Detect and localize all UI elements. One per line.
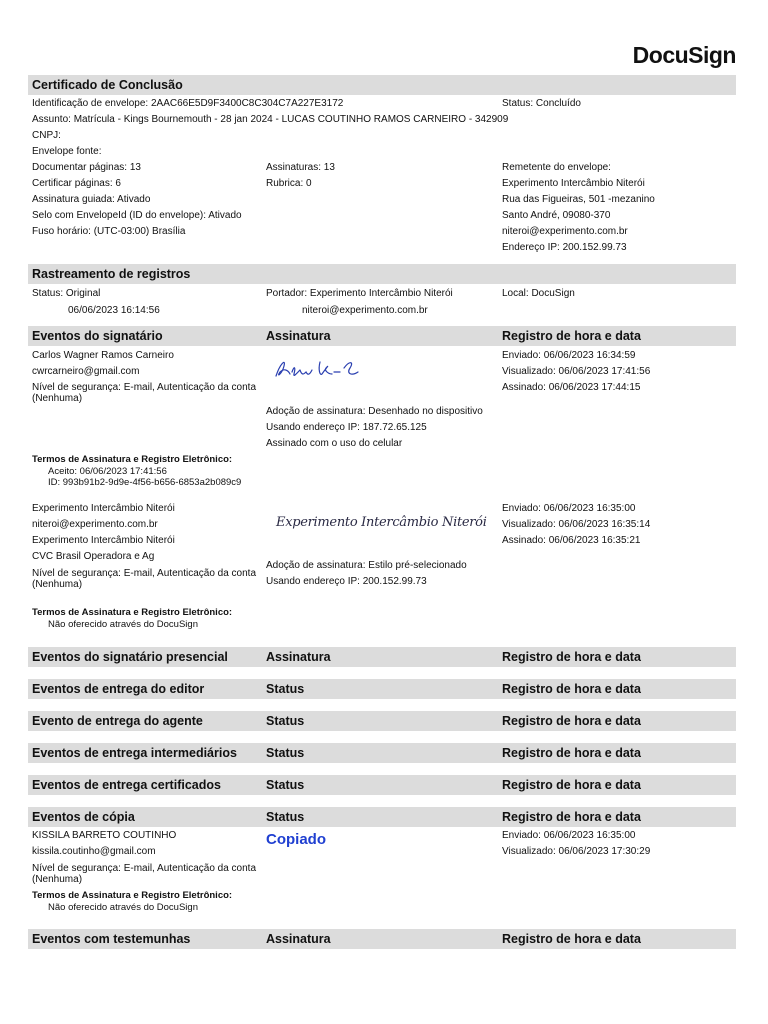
section-col2-title: Assinatura bbox=[266, 932, 331, 946]
section-col2-title: Status bbox=[266, 810, 305, 824]
signer2-email: niteroi@experimento.com.br bbox=[32, 519, 158, 530]
agent-delivery-events-header bbox=[28, 711, 736, 731]
certificate-header bbox=[28, 75, 736, 95]
signer1-security: Nível de segurança: E-mail, Autenticação da conta (Nenhuma) bbox=[32, 382, 257, 404]
tracking-holder: Portador: Experimento Intercâmbio Niterói bbox=[266, 288, 453, 299]
copy-terms-note: Não oferecido através do DocuSign bbox=[48, 902, 198, 913]
signer1-signature-image bbox=[270, 354, 366, 384]
copy-recipient-security: Nível de segurança: E-mail, Autenticação da conta (Nenhuma) bbox=[32, 863, 257, 885]
carbon-copy-events-header bbox=[28, 807, 736, 827]
section-col3-title: Registro de hora e data bbox=[502, 778, 641, 792]
editor-delivery-events-header bbox=[28, 679, 736, 699]
section-title: Eventos de entrega do editor bbox=[32, 682, 205, 696]
certified-delivery-events-header bbox=[28, 775, 736, 795]
copy-recipient-email: kissila.coutinho@gmail.com bbox=[32, 846, 156, 857]
signer2-sent: Enviado: 06/06/2023 16:35:00 bbox=[502, 503, 636, 514]
initials-count: Rubrica: 0 bbox=[266, 178, 312, 189]
signer2-adoption: Adoção de assinatura: Estilo pré-selecionado bbox=[266, 560, 467, 571]
section-title: Eventos de cópia bbox=[32, 810, 135, 824]
tracking-title: Rastreamento de registros bbox=[32, 267, 191, 281]
section-title: Eventos do signatário presencial bbox=[32, 650, 228, 664]
section-col2-title: Status bbox=[266, 714, 305, 728]
section-col3-title: Registro de hora e data bbox=[502, 650, 641, 664]
certificate-title: Certificado de Conclusão bbox=[32, 78, 183, 92]
section-col3-title: Registro de hora e data bbox=[502, 714, 641, 728]
sender-city: Santo André, 09080-370 bbox=[502, 210, 611, 221]
copy-viewed: Visualizado: 06/06/2023 17:30:29 bbox=[502, 846, 651, 857]
section-col2-title: Status bbox=[266, 746, 305, 760]
signer2-name: Experimento Intercâmbio Niterói bbox=[32, 503, 175, 514]
tracking-location: Local: DocuSign bbox=[502, 288, 575, 299]
signer2-terms-title: Termos de Assinatura e Registro Eletrônico: bbox=[32, 607, 233, 618]
docusign-logo: DocuSign bbox=[632, 42, 736, 68]
signatures-count: Assinaturas: 13 bbox=[266, 162, 335, 173]
section-title: Eventos de entrega certificados bbox=[32, 778, 221, 792]
section-col3-title: Registro de hora e data bbox=[502, 682, 641, 696]
timestamp-column-title: Registro de hora e data bbox=[502, 329, 641, 343]
sender-label: Remetente do envelope: bbox=[502, 162, 611, 173]
intermediary-delivery-events-header bbox=[28, 743, 736, 763]
section-title: Evento de entrega do agente bbox=[32, 714, 203, 728]
section-title: Eventos de entrega intermediários bbox=[32, 746, 237, 760]
signer1-email: cwrcarneiro@gmail.com bbox=[32, 366, 140, 377]
section-col2-title: Status bbox=[266, 682, 305, 696]
time-zone: Fuso horário: (UTC-03:00) Brasília bbox=[32, 226, 186, 237]
section-col3-title: Registro de hora e data bbox=[502, 746, 641, 760]
tracking-holder-email: niteroi@experimento.com.br bbox=[302, 305, 428, 316]
signer1-terms-title: Termos de Assinatura e Registro Eletrônico: bbox=[32, 454, 233, 465]
envelope-source: Envelope fonte: bbox=[32, 146, 102, 157]
section-col3-title: Registro de hora e data bbox=[502, 810, 641, 824]
envelope-subject: Assunto: Matrícula - Kings Bournemouth - 28 jan 2024 - LUCAS COUTINHO RAMOS CARNEIRO - 342909 bbox=[32, 114, 509, 125]
sender-ip: Endereço IP: 200.152.99.73 bbox=[502, 242, 627, 253]
in-person-signer-events-header bbox=[28, 647, 736, 667]
signer-events-title: Eventos do signatário bbox=[32, 329, 163, 343]
signer1-sent: Enviado: 06/06/2023 16:34:59 bbox=[502, 350, 636, 361]
envelope-id-stamping: Selo com EnvelopeId (ID do envelope): Ativado bbox=[32, 210, 242, 221]
section-title: Eventos com testemunhas bbox=[32, 932, 191, 946]
sender-address: Rua das Figueiras, 501 -mezanino bbox=[502, 194, 655, 205]
signer1-signed: Assinado: 06/06/2023 17:44:15 bbox=[502, 382, 641, 393]
signer1-adoption: Adoção de assinatura: Desenhado no dispositivo bbox=[266, 406, 483, 417]
signer2-security: Nível de segurança: E-mail, Autenticação da conta (Nenhuma) bbox=[32, 568, 257, 590]
signer2-signature-image: Experimento Intercâmbio Niterói bbox=[276, 515, 487, 530]
section-col2-title: Assinatura bbox=[266, 650, 331, 664]
signer-events-header bbox=[28, 326, 736, 346]
section-col2-title: Status bbox=[266, 778, 305, 792]
signer2-org: Experimento Intercâmbio Niterói bbox=[32, 535, 175, 546]
signer2-viewed: Visualizado: 06/06/2023 16:35:14 bbox=[502, 519, 651, 530]
section-col3-title: Registro de hora e data bbox=[502, 932, 641, 946]
signer2-terms-note: Não oferecido através do DocuSign bbox=[48, 619, 198, 630]
signer1-mobile: Assinado com o uso do celular bbox=[266, 438, 403, 449]
copy-sent: Enviado: 06/06/2023 16:35:00 bbox=[502, 830, 636, 841]
tracking-status: Status: Original bbox=[32, 288, 101, 299]
signer2-company: CVC Brasil Operadora e Ag bbox=[32, 551, 155, 562]
tracking-header bbox=[28, 264, 736, 284]
tracking-date: 06/06/2023 16:14:56 bbox=[68, 305, 160, 316]
document-pages: Documentar páginas: 13 bbox=[32, 162, 141, 173]
signer2-ip: Usando endereço IP: 200.152.99.73 bbox=[266, 576, 427, 587]
witness-events-header bbox=[28, 929, 736, 949]
signer1-ip: Usando endereço IP: 187.72.65.125 bbox=[266, 422, 427, 433]
sender-name: Experimento Intercâmbio Niterói bbox=[502, 178, 645, 189]
copy-status: Copiado bbox=[266, 831, 326, 848]
copy-recipient-name: KISSILA BARRETO COUTINHO bbox=[32, 830, 177, 841]
signer1-name: Carlos Wagner Ramos Carneiro bbox=[32, 350, 174, 361]
signer1-terms-id: ID: 993b91b2-9d9e-4f56-b656-6853a2b089c9 bbox=[48, 477, 242, 488]
signature-column-title: Assinatura bbox=[266, 329, 331, 343]
envelope-status: Status: Concluído bbox=[502, 98, 581, 109]
cnpj: CNPJ: bbox=[32, 130, 61, 141]
sender-email: niteroi@experimento.com.br bbox=[502, 226, 628, 237]
signer1-terms-accepted: Aceito: 06/06/2023 17:41:56 bbox=[48, 466, 167, 477]
copy-terms-title: Termos de Assinatura e Registro Eletrônico: bbox=[32, 890, 233, 901]
certificate-pages: Certificar páginas: 6 bbox=[32, 178, 121, 189]
guided-signing: Assinatura guiada: Ativado bbox=[32, 194, 151, 205]
signer2-signed: Assinado: 06/06/2023 16:35:21 bbox=[502, 535, 641, 546]
envelope-id: Identificação de envelope: 2AAC66E5D9F3400C8C304C7A227E3172 bbox=[32, 98, 344, 109]
signer1-viewed: Visualizado: 06/06/2023 17:41:56 bbox=[502, 366, 651, 377]
